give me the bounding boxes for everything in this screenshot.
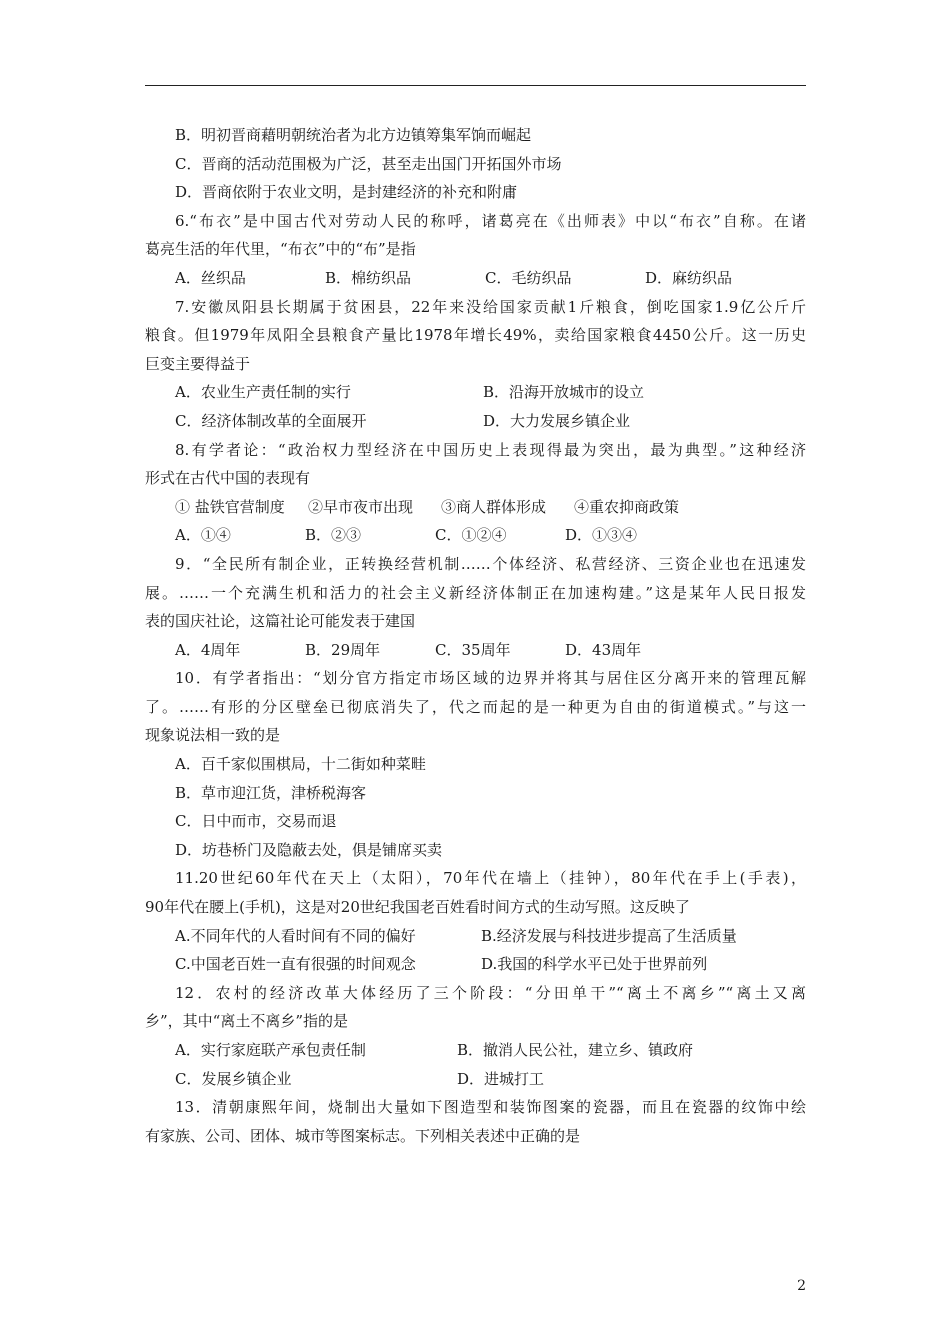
question-8-options xyxy=(145,521,806,550)
header-rule xyxy=(145,85,806,86)
option-a: A．农业生产责任制的实行 xyxy=(175,383,351,402)
option-d: D．麻纺织品 xyxy=(645,268,733,287)
option-b: B．②③ xyxy=(305,526,362,545)
question-8-items xyxy=(145,493,806,522)
option-c: C．①②④ xyxy=(435,526,507,545)
option-line: C．晋商的活动范围极为广泛，甚至走出国门开拓国外市场 xyxy=(175,154,562,173)
question-12-stem: 乡”，其中“离土不离乡”指的是 xyxy=(145,1012,349,1031)
item-3: ③商人群体形成 xyxy=(441,497,547,516)
option-c: C．发展乡镇企业 xyxy=(175,1069,292,1088)
question-9-options xyxy=(145,636,806,665)
question-9-stem: 表的国庆社论，这篇社论可能发表于建国 xyxy=(145,612,416,631)
question-10-stem: 了。……有形的分区壁垒已彻底消失了，代之而起的是一种更为自由的街道模式。”与这一 xyxy=(145,697,806,716)
option-a: A．①④ xyxy=(175,526,231,545)
question-11-options xyxy=(145,950,806,979)
option-line: B．明初晋商藉明朝统治者为北方边镇筹集军饷而崛起 xyxy=(175,126,532,144)
option-b: B．棉纺织品 xyxy=(325,268,412,287)
option-c: C．日中而市，交易而退 xyxy=(175,812,337,831)
option-b: B．草市迎江货，津桥税海客 xyxy=(175,783,367,802)
question-11-stem: 11.20世纪60年代在天上（太阳），70年代在墙上（挂钟），80年代在手上(手表)， xyxy=(175,869,806,888)
item-4: ④重农抑商政策 xyxy=(574,497,680,516)
question-10-stem: 现象说法相一致的是 xyxy=(145,726,281,745)
option-d: D．进城打工 xyxy=(457,1069,545,1088)
question-6-options xyxy=(145,264,806,293)
question-10-stem: 10．有学者指出：“划分官方指定市场区域的边界并将其与居住区分离开来的管理瓦解 xyxy=(175,669,806,688)
question-8-stem: 形式在古代中国的表现有 xyxy=(145,469,311,488)
page-number: 2 xyxy=(797,1278,806,1294)
question-12-options xyxy=(145,1065,806,1094)
option-d: D.我国的科学水平已处于世界前列 xyxy=(481,955,708,974)
option-b: B．29周年 xyxy=(305,640,381,659)
question-13-stem: 有家族、公司、团体、城市等图案标志。下列相关表述中正确的是 xyxy=(145,1126,581,1145)
option-b: B.经济发展与科技进步提高了生活质量 xyxy=(481,926,737,945)
question-7-options xyxy=(145,407,806,436)
option-a: A．百千家似围棋局，十二街如种菜畦 xyxy=(175,755,426,774)
option-a: A．4周年 xyxy=(175,640,241,659)
question-6-stem: 葛亮生活的年代里，“布衣”中的“布”是指 xyxy=(145,240,416,259)
option-d: D．坊巷桥门及隐蔽去处，俱是铺席买卖 xyxy=(175,840,443,859)
question-7-stem: 巨变主要得益于 xyxy=(145,354,251,373)
option-c: C．毛纺织品 xyxy=(485,268,572,287)
option-a: A．丝织品 xyxy=(175,268,246,287)
option-c: C．经济体制改革的全面展开 xyxy=(175,411,367,430)
item-2: ②早市夜市出现 xyxy=(308,497,414,516)
option-b: B．撤消人民公社，建立乡、镇政府 xyxy=(457,1041,694,1059)
option-d: D．大力发展乡镇企业 xyxy=(483,411,631,430)
question-7-stem: 7.安徽凤阳县长期属于贫困县，22年来没给国家贡献1斤粮食，倒吃国家1.9亿公斤斤 xyxy=(175,297,806,316)
option-line: D．晋商依附于农业文明，是封建经济的补充和附庸 xyxy=(175,183,518,202)
option-d: D．43周年 xyxy=(565,640,642,659)
question-11-options xyxy=(145,922,806,951)
item-1: ① 盐铁官营制度 xyxy=(175,497,285,516)
option-c: C.中国老百姓一直有很强的时间观念 xyxy=(175,955,416,974)
question-12-stem: 12．农村的经济改革大体经历了三个阶段：“分田单干”“离土不离乡”“离土又离 xyxy=(175,983,806,1002)
option-a: A.不同年代的人看时间有不同的偏好 xyxy=(175,926,416,945)
option-a: A．实行家庭联产承包责任制 xyxy=(175,1041,366,1059)
option-c: C．35周年 xyxy=(435,640,511,659)
question-7-options xyxy=(145,378,806,407)
question-12-options xyxy=(145,1036,806,1065)
option-d: D．①③④ xyxy=(565,526,638,545)
question-13-stem: 13．清朝康熙年间，烧制出大量如下图造型和装饰图案的瓷器，而且在瓷器的纹饰中绘 xyxy=(175,1098,806,1117)
question-7-stem: 粮食。但1979年凤阳全县粮食产量比1978年增长49%，卖给国家粮食4450公斤。这一历史 xyxy=(145,326,806,345)
question-9-stem: 展。……一个充满生机和活力的社会主义新经济体制正在加速构建。”这是某年人民日报发 xyxy=(145,583,806,602)
option-b: B．沿海开放城市的设立 xyxy=(483,383,645,402)
question-11-stem: 90年代在腰上(手机)，这是对20世纪我国老百姓看时间方式的生动写照。这反映了 xyxy=(145,898,690,917)
question-8-stem: 8.有学者论：“政治权力型经济在中国历史上表现得最为突出，最为典型。”这种经济 xyxy=(175,440,806,459)
question-9-stem: 9．“全民所有制企业，正转换经营机制……个体经济、私营经济、三资企业也在迅速发 xyxy=(175,554,806,573)
question-6-stem: 6.“布衣”是中国古代对劳动人民的称呼，诸葛亮在《出师表》中以“布衣”自称。在诸 xyxy=(175,211,806,230)
page-content xyxy=(145,121,806,1150)
